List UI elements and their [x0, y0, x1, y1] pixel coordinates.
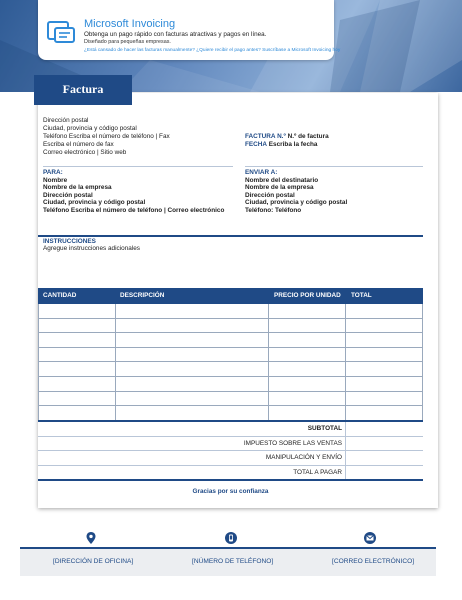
table-row — [39, 333, 422, 348]
promo-tagline: Obtenga un pago rápido con facturas atractivas y pagos en línea. — [84, 31, 267, 38]
col-description: DESCRIPCIÓN — [120, 292, 165, 299]
phone-icon — [224, 531, 238, 545]
table-cell[interactable] — [269, 348, 346, 362]
total-due-label: TOTAL A PAGAR — [293, 468, 342, 476]
bill-to-name[interactable]: Nombre — [43, 176, 68, 184]
ship-to-company[interactable]: Nombre de la empresa — [245, 184, 314, 192]
shipping-value[interactable] — [345, 451, 423, 465]
bill-to-address[interactable]: Dirección postal — [43, 191, 93, 199]
table-row — [39, 406, 422, 421]
total-due-value[interactable] — [345, 466, 423, 480]
invoice-date-line — [245, 141, 329, 149]
sender-phone[interactable]: Teléfono Escriba el número de teléfono | Fax — [43, 133, 170, 141]
table-row — [39, 377, 422, 392]
col-quantity: CANTIDAD — [43, 292, 77, 299]
invoice-number-value[interactable]: N.º de factura — [287, 133, 329, 140]
bill-to-phone[interactable]: Teléfono Escriba el número de teléfono | Correo electrónico — [43, 206, 225, 214]
instructions-heading: INSTRUCCIONES — [43, 238, 96, 245]
table-cell[interactable] — [346, 348, 424, 362]
sender-email-web[interactable]: Correo electrónico | Sitio web — [43, 149, 127, 157]
bill-to-city[interactable]: Ciudad, provincia y código postal — [43, 199, 146, 207]
table-cell[interactable] — [269, 392, 346, 406]
table-row — [39, 304, 422, 319]
table-cell[interactable] — [39, 377, 116, 391]
ship-to-phone[interactable]: Teléfono: Teléfono — [245, 206, 302, 214]
invoice-number-line — [245, 133, 329, 141]
table-cell[interactable] — [39, 304, 116, 318]
table-cell[interactable] — [116, 377, 269, 391]
table-cell[interactable] — [269, 362, 346, 376]
table-cell[interactable] — [116, 392, 269, 406]
table-header — [38, 288, 423, 304]
table-cell[interactable] — [346, 304, 424, 318]
table-cell[interactable] — [39, 392, 116, 406]
invoice-date-label: FECHA — [245, 141, 268, 149]
table-cell[interactable] — [346, 406, 424, 421]
col-unit-price: PRECIO POR UNIDAD — [274, 292, 341, 299]
sales-tax-row — [38, 437, 423, 452]
instructions-text[interactable]: Agregue instrucciones adicionales — [43, 245, 140, 252]
instructions-rule — [38, 235, 423, 237]
location-pin-icon — [84, 531, 98, 545]
promo-title: Microsoft Invoicing — [84, 18, 176, 30]
email-icon — [363, 531, 377, 545]
ship-to-block — [245, 169, 347, 215]
footer-phone-number[interactable]: [NÚMERO DE TELÉFONO] — [192, 558, 274, 565]
invoice-date-value[interactable]: Escriba la fecha — [268, 141, 318, 149]
sender-address[interactable]: Dirección postal — [43, 117, 89, 124]
sender-city[interactable]: Ciudad, provincia y código postal — [43, 125, 137, 133]
line-items-table — [38, 288, 423, 422]
invoice-title-box — [34, 75, 132, 105]
table-cell[interactable] — [346, 333, 424, 347]
table-cell[interactable] — [116, 362, 269, 376]
invoice-logo-icon — [46, 20, 76, 44]
table-cell[interactable] — [346, 362, 424, 376]
table-cell[interactable] — [39, 348, 116, 362]
table-cell[interactable] — [116, 319, 269, 333]
table-row — [39, 348, 422, 363]
subtotal-label: SUBTOTAL — [307, 425, 342, 432]
invoice-sheet — [38, 82, 438, 508]
shipping-row — [38, 451, 423, 466]
table-cell[interactable] — [269, 304, 346, 318]
table-cell[interactable] — [39, 319, 116, 333]
ship-to-city[interactable]: Ciudad, provincia y código postal — [245, 199, 348, 207]
table-cell[interactable] — [116, 406, 269, 421]
shipping-label: MANIPULACIÓN Y ENVÍO — [265, 454, 342, 461]
total-due-row — [38, 466, 423, 481]
invoice-meta — [245, 133, 329, 149]
table-cell[interactable] — [269, 377, 346, 391]
table-body — [38, 304, 423, 422]
footer-office-address[interactable]: [DIRECCIÓN DE OFICINA] — [53, 558, 134, 565]
invoice-number-label: FACTURA N.º — [245, 133, 286, 140]
sender-details — [43, 117, 170, 157]
table-cell[interactable] — [269, 406, 346, 421]
col-total: TOTAL — [351, 292, 372, 299]
sender-fax[interactable]: Escriba el número de fax — [43, 141, 114, 149]
table-cell[interactable] — [346, 392, 424, 406]
totals-rule-bottom — [38, 479, 423, 481]
table-cell[interactable] — [39, 333, 116, 347]
table-row — [39, 319, 422, 334]
table-row — [39, 362, 422, 377]
table-row — [39, 392, 422, 407]
bill-to-rule — [43, 166, 233, 167]
table-cell[interactable] — [116, 304, 269, 318]
table-cell[interactable] — [346, 377, 424, 391]
table-cell[interactable] — [269, 333, 346, 347]
table-cell[interactable] — [346, 319, 424, 333]
table-cell[interactable] — [116, 333, 269, 347]
promo-card — [38, 0, 341, 60]
promo-subtagline: Diseñado para pequeñas empresas. — [84, 39, 171, 45]
sales-tax-value[interactable] — [345, 437, 423, 451]
footer-email[interactable]: [CORREO ELECTRÓNICO] — [332, 558, 415, 565]
subtotal-row — [38, 422, 423, 437]
bill-to-heading: PARA: — [43, 169, 63, 176]
ship-to-address[interactable]: Dirección postal — [245, 191, 295, 199]
invoice-title: Factura — [62, 82, 104, 96]
table-cell[interactable] — [116, 348, 269, 362]
bill-to-block — [43, 169, 224, 215]
subtotal-value[interactable] — [345, 422, 423, 436]
promo-subscribe-link[interactable]: ¿Está cansado de hacer las facturas manualmente? ¿Quiere recibir el pago antes? Suscríbase a Microsoft Invoicing hoy — [84, 48, 341, 53]
ship-to-heading: ENVIAR A: — [245, 169, 278, 176]
table-cell[interactable] — [269, 319, 346, 333]
sales-tax-label: IMPUESTO SOBRE LAS VENTAS — [243, 439, 342, 447]
thank-you-note: Gracias por su confianza — [192, 488, 269, 495]
ship-to-rule — [245, 166, 423, 167]
bill-to-company[interactable]: Nombre de la empresa — [43, 184, 112, 192]
table-cell[interactable] — [39, 406, 116, 421]
ship-to-name[interactable]: Nombre del destinatario — [245, 176, 319, 184]
table-cell[interactable] — [39, 362, 116, 376]
